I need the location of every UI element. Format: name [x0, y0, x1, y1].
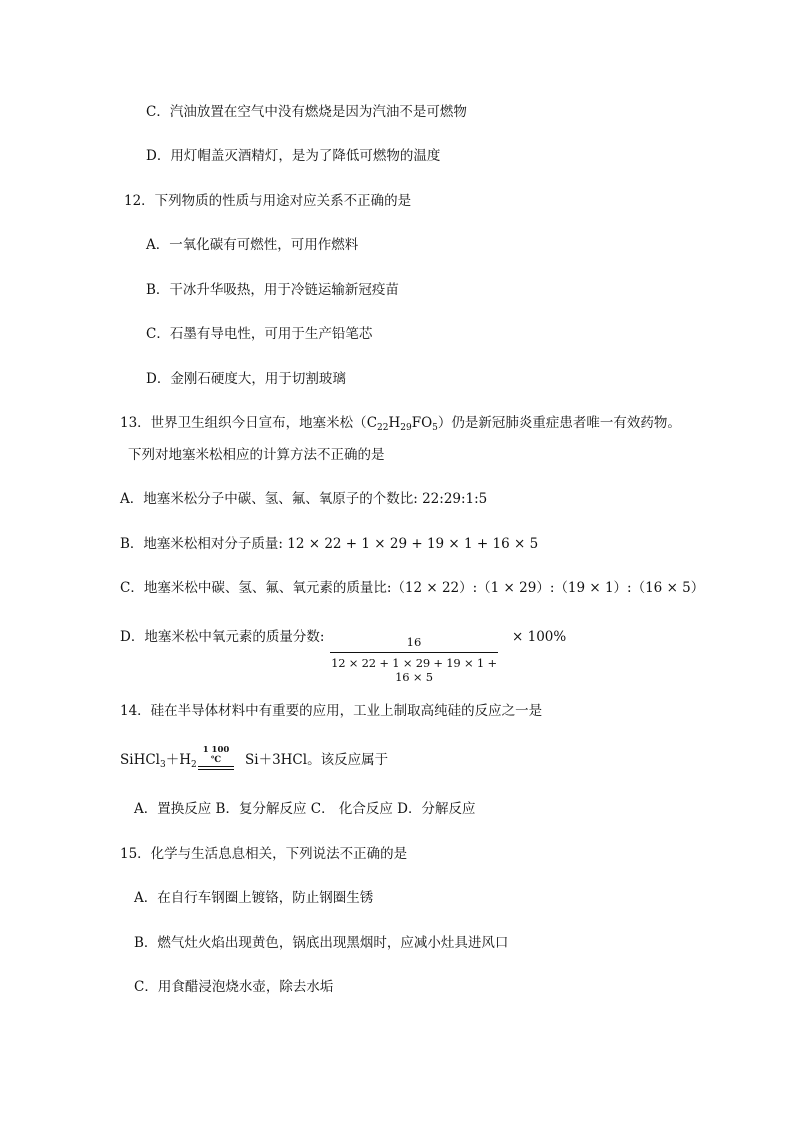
reaction-equals-sign	[198, 766, 234, 770]
q13-stem-line2: 下列对地塞米松相应的计算方法不正确的是	[128, 447, 385, 463]
q14-equation-right: Si＋3HCl。该反应属于	[245, 752, 389, 768]
fraction-denominator: 12 × 22 + 1 × 29 + 19 × 1 + 16 × 5	[331, 656, 497, 684]
q15-option-a: A．在自行车钢圈上镀铬，防止钢圈生锈	[134, 890, 374, 906]
q12-option-d: D．金刚石硬度大，用于切割玻璃	[146, 371, 346, 387]
q13-option-a: A．地塞米松分子中碳、氢、氟、氧原子的个数比: 22:29:1:5	[120, 491, 488, 507]
fraction-bar	[330, 652, 498, 653]
reaction-condition: 1 100 ℃	[202, 745, 230, 765]
q13-stem-pre: 13．世界卫生组织今日宣布，地塞米松（	[120, 415, 367, 431]
q15-option-b: B．燃气灶火焰出现黄色，锅底出现黑烟时，应减小灶具进风口	[134, 935, 509, 951]
q15-stem: 15．化学与生活息息相关，下列说法不正确的是	[120, 846, 408, 862]
q15-option-c: C．用食醋浸泡烧水壶，除去水垢	[134, 979, 334, 995]
q11-option-c: C．汽油放置在空气中没有燃烧是因为汽油不是可燃物	[146, 104, 467, 120]
fraction-numerator: 16	[406, 635, 422, 649]
q13-option-d-label: D．地塞米松中氧元素的质量分数:	[120, 629, 325, 645]
q13-option-d-fraction	[330, 634, 498, 684]
q13-stem-post: ）仍是新冠肺炎重症患者唯一有效药物。	[437, 415, 681, 431]
q13-option-d-suffix: × 100%	[512, 629, 567, 645]
q14-stem: 14．硅在半导体材料中有重要的应用，工业上制取高纯硅的反应之一是	[120, 703, 543, 719]
q12-option-b: B．干冰升华吸热，用于冷链运输新冠疫苗	[146, 282, 399, 298]
q14-equation-left: $SiHCl_3+H_2$	[120, 752, 197, 770]
q13-option-c: C．地塞米松中碳、氢、氟、氧元素的质量比:（12 × 22）:（1 × 29）:（19 × 1）:（16 × 5）	[120, 580, 705, 596]
q13-option-b: B．地塞米松相对分子质量: 12 × 22 + 1 × 29 + 19 × 1 + 16 × 5	[120, 536, 539, 552]
q13-formula: $C_{22}H_{29}FO_5$	[366, 415, 438, 433]
q12-stem: 12．下列物质的性质与用途对应关系不正确的是	[124, 193, 412, 209]
reaction-arrow	[198, 745, 234, 770]
q12-option-a: A．一氧化碳有可燃性，可用作燃料	[146, 237, 359, 253]
q14-options: A．置换反应 B．复分解反应 C． 化合反应 D．分解反应	[134, 801, 476, 817]
q11-option-d: D．用灯帽盖灭酒精灯，是为了降低可燃物的温度	[146, 148, 441, 164]
q13-stem	[120, 414, 681, 432]
q12-option-c: C．石墨有导电性，可用于生产铅笔芯	[146, 326, 373, 342]
